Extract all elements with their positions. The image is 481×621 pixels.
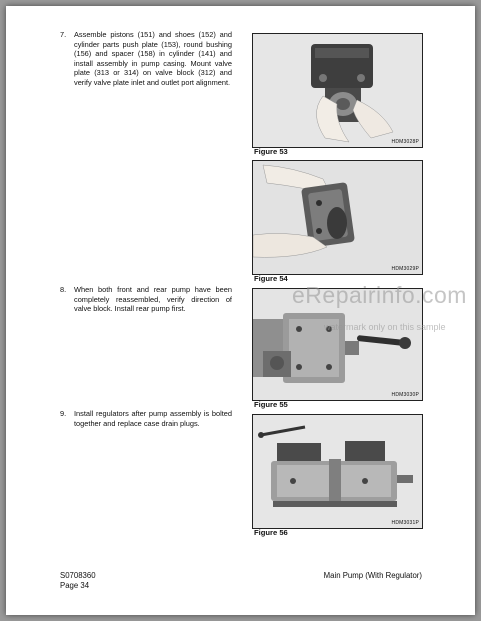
hands-holding-pump-photo xyxy=(253,34,422,147)
figure-caption: Figure 56 xyxy=(254,528,288,537)
watermark-site: eRepairinfo.com xyxy=(292,282,467,308)
step-text: Install regulators after pump assembly is bolted together and replace case drain plugs. xyxy=(74,409,232,428)
figure-code: HDM3028P xyxy=(391,139,419,145)
step-number: 7. xyxy=(60,30,67,39)
assembled-double-pump-photo xyxy=(253,415,422,528)
step-text: Assemble pistons (151) and shoes (152) and cylinder parts push plate (153), round bushing (156) and spacer (158) in cylinder (141) and install assembly in pump casing. Mount valve plate (313 or 314) on valve block (312) and verify valve plate inlet and outlet port alignment. xyxy=(74,30,232,87)
hands-inserting-cylinder-photo xyxy=(253,161,422,274)
step-number: 9. xyxy=(60,409,67,418)
footer-left xyxy=(60,571,96,591)
figure-53-photo xyxy=(252,33,423,148)
step-9 xyxy=(60,409,232,428)
step-number: 8. xyxy=(60,285,67,294)
doc-number: S0708360 xyxy=(60,571,96,580)
manual-page xyxy=(6,6,475,615)
watermark-note: watermark only on this sample xyxy=(324,322,446,332)
figure-54-photo xyxy=(252,160,423,275)
step-8 xyxy=(60,285,232,314)
figure-code: HDM3030P xyxy=(391,392,419,398)
figure-56-photo xyxy=(252,414,423,529)
figure-code: HDM3029P xyxy=(391,266,419,272)
step-text: When both front and rear pump have been completely reassembled, verify direction of valve block. Install rear pump first. xyxy=(74,285,232,314)
figure-caption: Figure 53 xyxy=(254,147,288,156)
figure-code: HDM3031P xyxy=(391,520,419,526)
page-number: Page 34 xyxy=(60,581,90,590)
figure-caption: Figure 54 xyxy=(254,274,288,283)
step-7 xyxy=(60,30,232,88)
figure-caption: Figure 55 xyxy=(254,400,288,409)
footer-section: Main Pump (With Regulator) xyxy=(323,571,422,580)
